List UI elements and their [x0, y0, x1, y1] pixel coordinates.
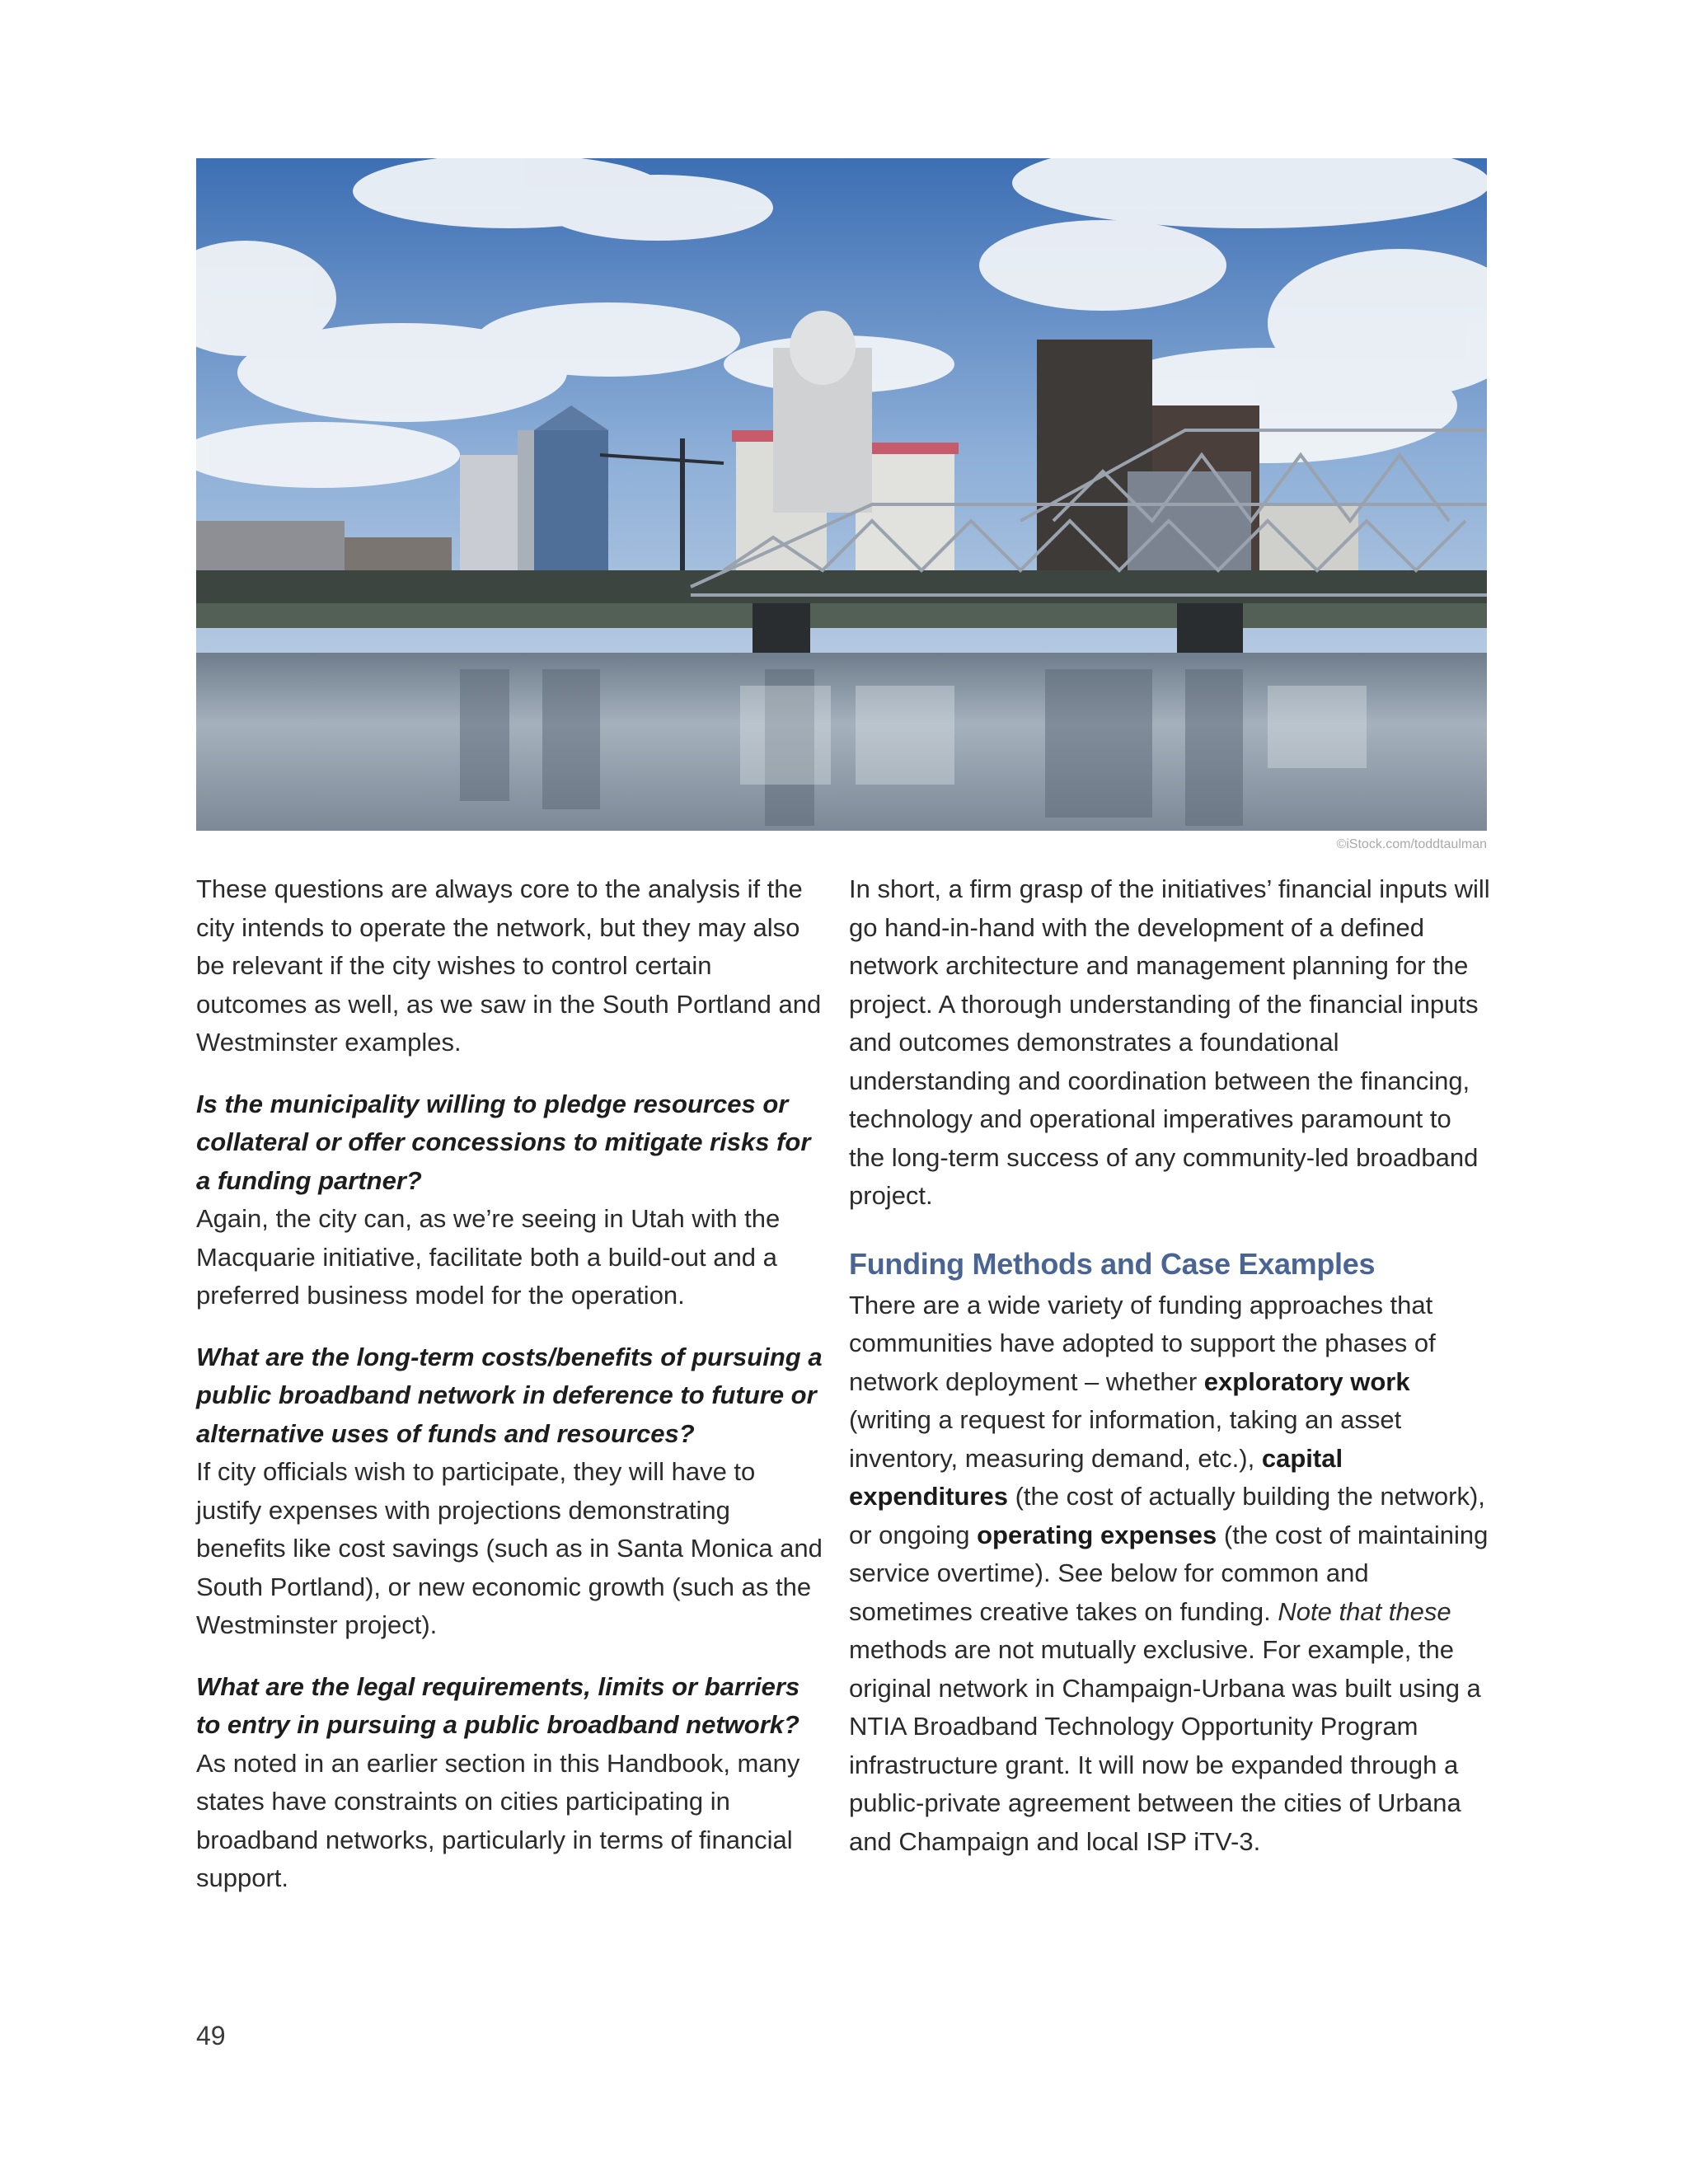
bold-exploratory-work: exploratory work [1203, 1366, 1410, 1396]
question-2: What are the long-term costs/benefits of pursuing a public broadband network in deference to future or alternative uses of funds and resources? [196, 1342, 823, 1448]
section-heading: Funding Methods and Case Examples [849, 1246, 1376, 1281]
funding-methods-paragraph [849, 1286, 1492, 1862]
bold-operating-expenses: operating expenses [977, 1520, 1217, 1549]
bold-capital-expenditures: capital expenditures [849, 1443, 1343, 1511]
page-number: 49 [196, 2021, 226, 2050]
answer-1: Again, the city can, as we’re seeing in Utah with the Macquarie initiative, facilitate both a build-out and a preferred business model for the operation. [196, 1204, 781, 1310]
body-text-5: methods are not mutually exclusive. For example, the original network in Champaign-Urbana was built using a NTIA Broadband Technology Opportunity Program infrastructure grant. It will now be expanded through a public-private agreement between the cities of Urbana and Champaign and local ISP iTV-3. [849, 1635, 1481, 1856]
answer-3: As noted in an earlier section in this Handbook, many states have constraints on cities participating in broadband networks, particularly in terms of financial support. [196, 1748, 800, 1892]
photo-credit: ©iStock.com/toddtaulman [1336, 837, 1487, 851]
body-text-3: (the cost of actually building the network), or ongoing [849, 1482, 1485, 1549]
question-3: What are the legal requirements, limits or barriers to entry in pursuing a public broadband network? [196, 1671, 800, 1739]
left-intro-paragraph: These questions are always core to the analysis if the city intends to operate the network, but they may also be relevant if the city wishes to control certain outcomes as well, as we saw in the South Portland and Westminster examples. [196, 874, 822, 1057]
body-text-2: (writing a request for information, taking an asset inventory, measuring demand, etc.), [849, 1405, 1402, 1473]
question-block-2 [196, 1338, 823, 1645]
city-skyline-photo [196, 158, 1487, 831]
right-column [849, 870, 1492, 1884]
question-block-3 [196, 1668, 823, 1898]
question-block-1 [196, 1085, 823, 1315]
italic-note: Note that these [1278, 1596, 1451, 1626]
body-text-4: (the cost of maintaining service overtime). See below for common and sometimes creative takes on funding. [849, 1520, 1489, 1626]
left-column [196, 870, 823, 1921]
right-intro-paragraph: In short, a firm grasp of the initiatives’ financial inputs will go hand-in-hand with the development of a defined network architecture and management planning for the project. A thorough understanding of the financial inputs and outcomes demonstrates a foundational understanding and coordination between the financing, technology and operational imperatives paramount to the long-term success of any community-led broadband project. [849, 874, 1490, 1210]
answer-2: If city officials wish to participate, they will have to justify expenses with projections demonstrating benefits like cost savings (such as in Santa Monica and South Portland), or new economic growth (such as the Westminster project). [196, 1457, 823, 1639]
body-text-1: There are a wide variety of funding approaches that communities have adopted to support the phases of network deployment – whether [849, 1290, 1436, 1396]
question-1: Is the municipality willing to pledge resources or collateral or offer concessions to mitigate risks for a funding partner? [196, 1089, 811, 1195]
